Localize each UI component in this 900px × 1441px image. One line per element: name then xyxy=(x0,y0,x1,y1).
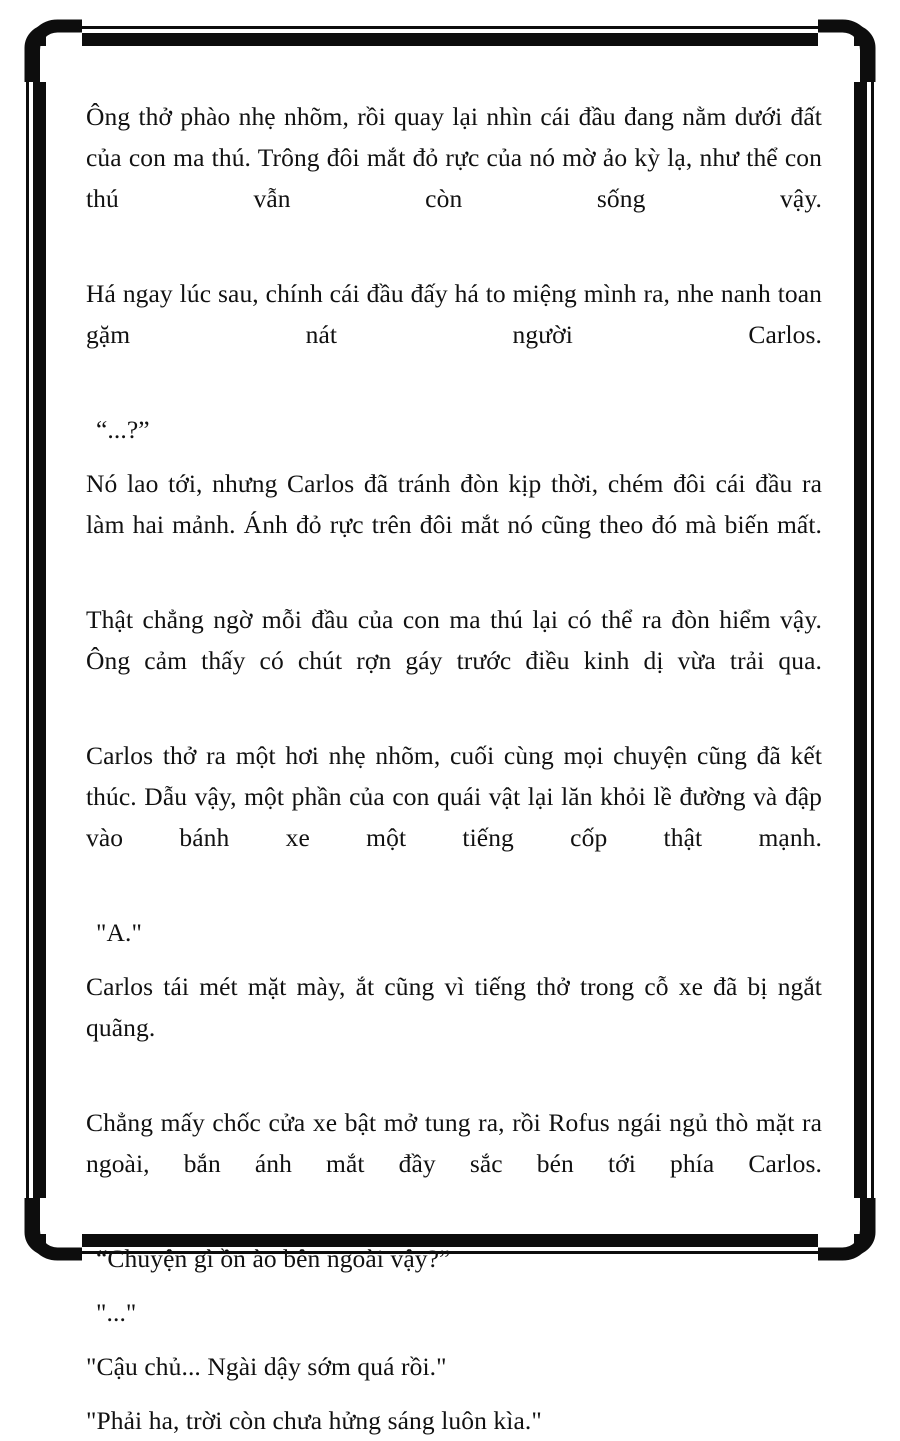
dialogue-line: "..." xyxy=(96,1298,137,1327)
paragraph: Carlos thở ra một hơi nhẹ nhõm, cuối cùng mọi chuyện cũng đã kết thúc. Dẫu vậy, một phần của con quái vật lại lăn khỏi lề đường và đập vào bánh xe một tiếng cốp thật mạnh. xyxy=(86,741,822,852)
dialogue-line: “Chuyện gì ồn ào bên ngoài vậy?” xyxy=(96,1244,451,1273)
dialogue-line: “...?” xyxy=(96,415,150,444)
dialogue-line: "Cậu chủ... Ngài dậy sớm quá rồi." xyxy=(86,1352,447,1381)
corner-ornament-top-right xyxy=(818,26,874,82)
corner-ornament-bottom-left xyxy=(26,1198,82,1254)
paragraph: Nó lao tới, nhưng Carlos đã tránh đòn kịp thời, chém đôi cái đầu ra làm hai mảnh. Ánh đỏ rực trên đôi mắt nó cũng theo đó mà biến mất. xyxy=(86,469,822,539)
corner-ornament-top-left xyxy=(26,26,82,82)
corner-ornament-bottom-right xyxy=(818,1198,874,1254)
paragraph: Ông thở phào nhẹ nhõm, rồi quay lại nhìn cái đầu đang nằm dưới đất của con ma thú. Trông đôi mắt đỏ rực của nó mờ ảo kỳ lạ, như thể con thú vẫn còn sống vậy. xyxy=(86,102,822,213)
dialogue-line: "A." xyxy=(96,918,143,947)
paragraph: Carlos tái mét mặt mày, ắt cũng vì tiếng thở trong cỗ xe đã bị ngắt quãng. xyxy=(86,972,822,1042)
paragraph: Chẳng mấy chốc cửa xe bật mở tung ra, rồi Rofus ngái ngủ thò mặt ra ngoài, bắn ánh mắt đầy sắc bén tới phía Carlos. xyxy=(86,1108,822,1178)
paragraph: Thật chẳng ngờ mỗi đầu của con ma thú lại có thể ra đòn hiểm vậy. Ông cảm thấy có chút rợn gáy trước điều kinh dị vừa trải qua. xyxy=(86,605,822,675)
page-body-text xyxy=(86,96,822,1435)
dialogue-line: "Phải ha, trời còn chưa hửng sáng luôn kìa." xyxy=(86,1406,542,1435)
paragraph: Há ngay lúc sau, chính cái đầu đấy há to miệng mình ra, nhe nanh toan gặm nát người Carlos. xyxy=(86,279,822,349)
